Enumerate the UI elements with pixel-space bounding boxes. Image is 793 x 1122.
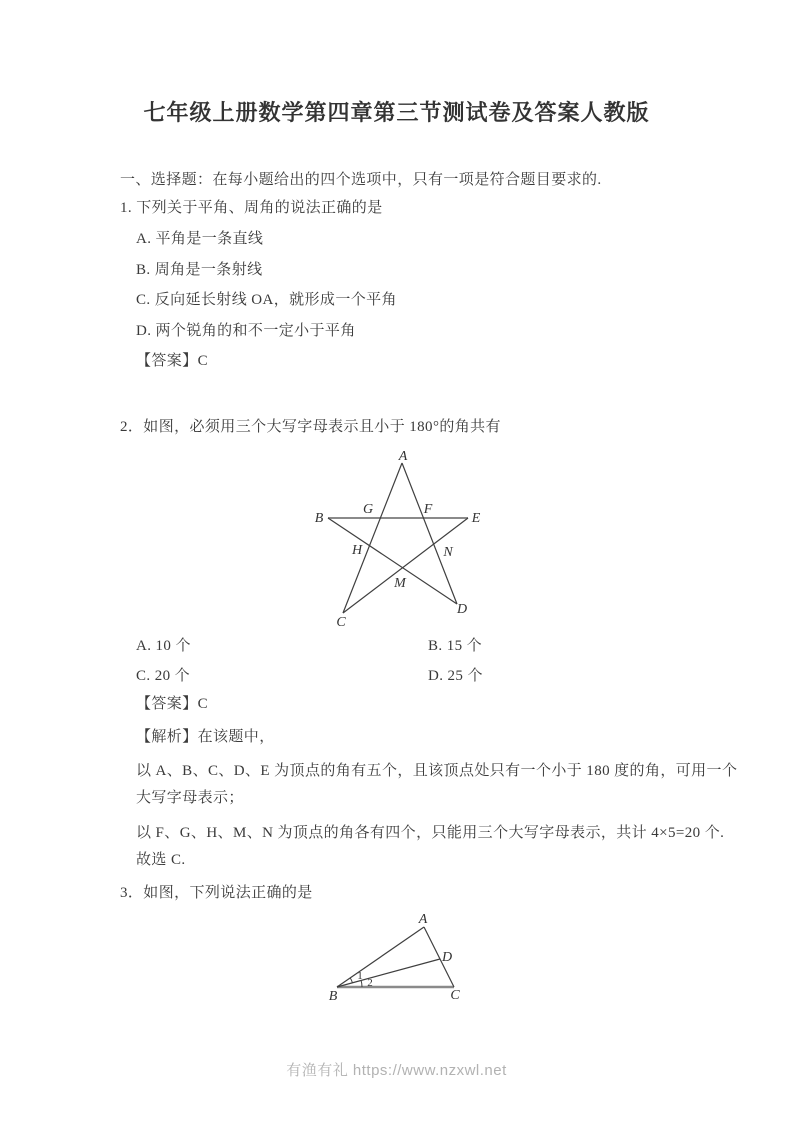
star-label-h: H (351, 543, 363, 558)
star-label-b: B (314, 511, 324, 526)
q1-option-c: C. 反向延长射线 OA，就形成一个平角 (136, 292, 397, 308)
q2-star-diagram (303, 446, 493, 631)
angle-2-label: 2 (367, 977, 373, 989)
star-label-d: D (456, 602, 468, 617)
page-title: 七年级上册数学第四章第三节测试卷及答案人教版 (143, 100, 650, 125)
triangle-label-c: C (450, 988, 460, 1003)
triangle-label-b: B (328, 989, 338, 1003)
q2-option-c: C. 20 个 (136, 668, 191, 684)
q2-analysis-line-5: 故选 C. (136, 852, 186, 868)
q1-answer: 【答案】C (136, 353, 209, 369)
triangle-label-a: A (418, 912, 428, 927)
star-label-f: F (423, 502, 433, 517)
q1-option-d: D. 两个锐角的和不一定小于平角 (136, 323, 356, 339)
q1-stem: 1. 下列关于平角、周角的说法正确的是 (120, 200, 383, 216)
q2-stem: 2．如图，必须用三个大写字母表示且小于 180°的角共有 (120, 419, 501, 435)
q1-option-a: A. 平角是一条直线 (136, 231, 264, 247)
star-line-bd (328, 518, 457, 604)
star-label-g: G (362, 502, 374, 517)
q2-analysis-line-2: 以 A、B、C、D、E 为顶点的角有五个，且该顶点处只有一个小于 180 度的角，可用一个 (136, 763, 738, 779)
section-heading: 一、选择题：在每小题给出的四个选项中，只有一项是符合题目要求的. (120, 172, 602, 188)
star-label-e: E (471, 511, 481, 526)
star-label-n: N (443, 545, 453, 560)
star-label-c: C (336, 615, 346, 630)
star-label-m: M (394, 576, 406, 591)
q2-option-a: A. 10 个 (136, 638, 191, 654)
q2-answer: 【答案】C (136, 696, 209, 712)
q3-triangle-diagram (313, 908, 473, 1003)
angle-1-label: 1 (357, 970, 363, 982)
triangle-line-bd (337, 959, 440, 987)
star-label-a: A (398, 449, 408, 464)
angle-1-arc (350, 978, 352, 983)
q3-stem: 3．如图，下列说法正确的是 (120, 885, 313, 901)
q2-analysis-line-3: 大写字母表示； (136, 790, 244, 806)
triangle-line-ba (337, 927, 424, 987)
footer-watermark: 有渔有礼 https://www.nzxwl.net (286, 1062, 507, 1079)
q2-option-d: D. 25 个 (428, 668, 483, 684)
q2-analysis-line-4: 以 F、G、H、M、N 为顶点的角各有四个，只能用三个大写字母表示，共计 4×5=20 个. (136, 825, 725, 841)
q1-option-b: B. 周角是一条射线 (136, 262, 263, 278)
q2-analysis-line-1: 【解析】在该题中， (136, 729, 275, 745)
triangle-label-d: D (441, 950, 453, 965)
star-line-ad (402, 463, 457, 604)
q2-option-b: B. 15 个 (428, 638, 483, 654)
